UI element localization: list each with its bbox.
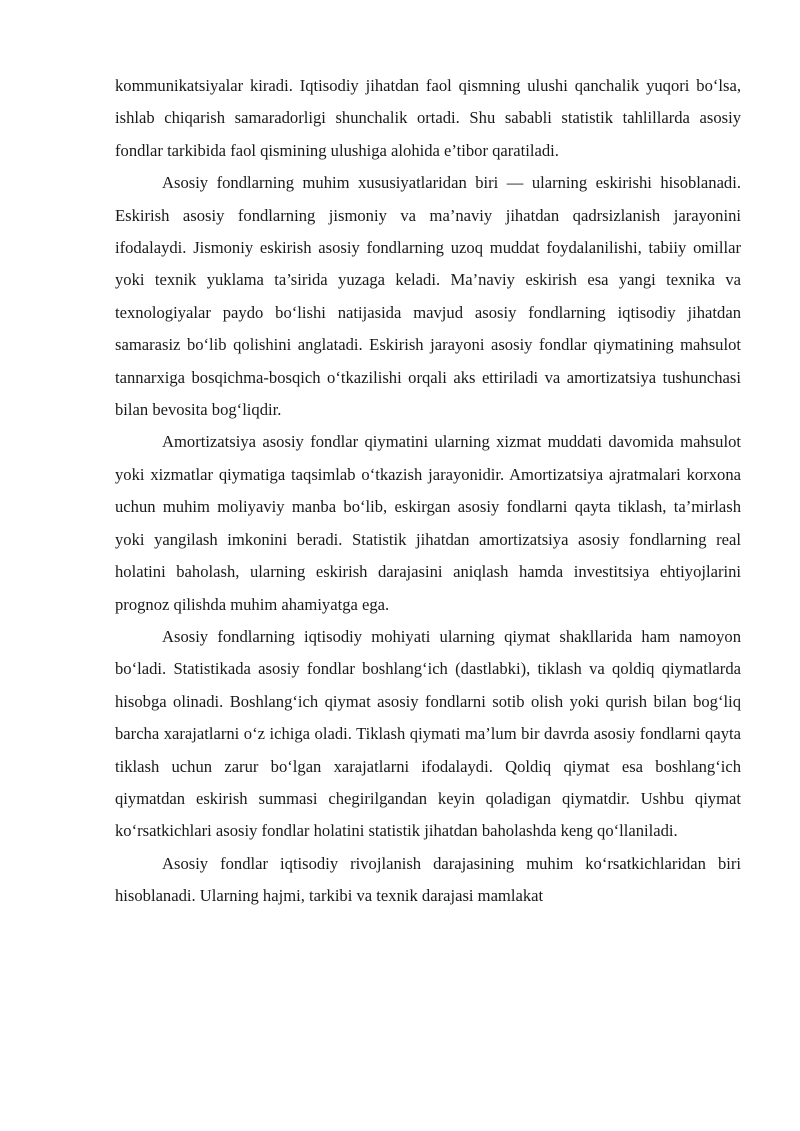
paragraph-value-forms: Asosiy fondlarning iqtisodiy mohiyati ularning qiymat shakllarida ham namoyon bo‘ladi. Statistikada asosiy fondlar boshlang‘ich (dastlabki), tiklash va qoldiq qiymatlarda hisobga olinadi. Boshlang‘ich qiymat asosiy fondlarni sotib olish yoki qurish bilan bog‘liq barcha xarajatlarni o‘z ichiga oladi. Tiklash qiymati ma’lum bir davrda asosiy fondlarni qayta tiklash uchun zarur bo‘lgan xarajatlarni ifodalaydi. Qoldiq qiymat esa boshlang‘ich qiymatdan eskirish summasi chegirilgandan keyin qoladigan qiymatdir. Ushbu qiymat ko‘rsatkichlari asosiy fondlar holatini statistik jihatdan baholashda keng qo‘llaniladi. xyxy=(115,626,741,841)
paragraph-depreciation-wear: Asosiy fondlarning muhim xususiyatlaridan biri — ularning eskirishi hisoblanadi. Eskirish asosiy fondlarning jismoniy va ma’naviy jihatdan qadrsizlanish jarayonini ifodalaydi. Jismoniy eskirish asosiy fondlarning uzoq muddat foydalanilishi, tabiiy omillar yoki texnik yuklama ta’sirida yuzaga keladi. Ma’naviy eskirish esa yangi texnika va texnologiyalar paydo bo‘lishi natijasida mavjud asosiy fondlarning iqtisodiy jihatdan samarasiz bo‘lib qolishini anglatadi. Eskirish jarayoni asosiy fondlar qiymatining mahsulot tannarxiga bosqichma-bosqich o‘tkazilishi orqali aks ettiriladi va amortizatsiya tushunchasi bilan bevosita bog‘liqdir. xyxy=(115,173,741,420)
paragraph-amortization: Amortizatsiya asosiy fondlar qiymatini ularning xizmat muddati davomida mahsulot yoki xizmatlar qiymatiga taqsimlab o‘tkazish jarayonidir. Amortizatsiya ajratmalari korxona uchun muhim moliyaviy manba bo‘lib, eskirgan asosiy fondlarni qayta tiklash, ta’mirlash yoki yangilash imkonini beradi. Statistik jihatdan amortizatsiya asosiy fondlarning real holatini baholash, ularning eskirish darajasini aniqlash hamda investitsiya ehtiyojlarini prognoz qilishda muhim ahamiyatga ega. xyxy=(115,432,741,614)
document-page xyxy=(115,70,741,913)
paragraph-continuation: kommunikatsiyalar kiradi. Iqtisodiy jihatdan faol qismning ulushi qanchalik yuqori bo‘lsa, ishlab chiqarish samaradorligi shunchalik ortadi. Shu sababli statistik tahlillarda asosiy fondlar tarkibida faol qismining ulushiga alohida e’tibor qaratiladi. xyxy=(115,76,741,160)
paragraph-economic-development: Asosiy fondlar iqtisodiy rivojlanish darajasining muhim ko‘rsatkichlaridan biri hisoblanadi. Ularning hajmi, tarkibi va texnik darajasi mamlakat xyxy=(115,853,741,906)
